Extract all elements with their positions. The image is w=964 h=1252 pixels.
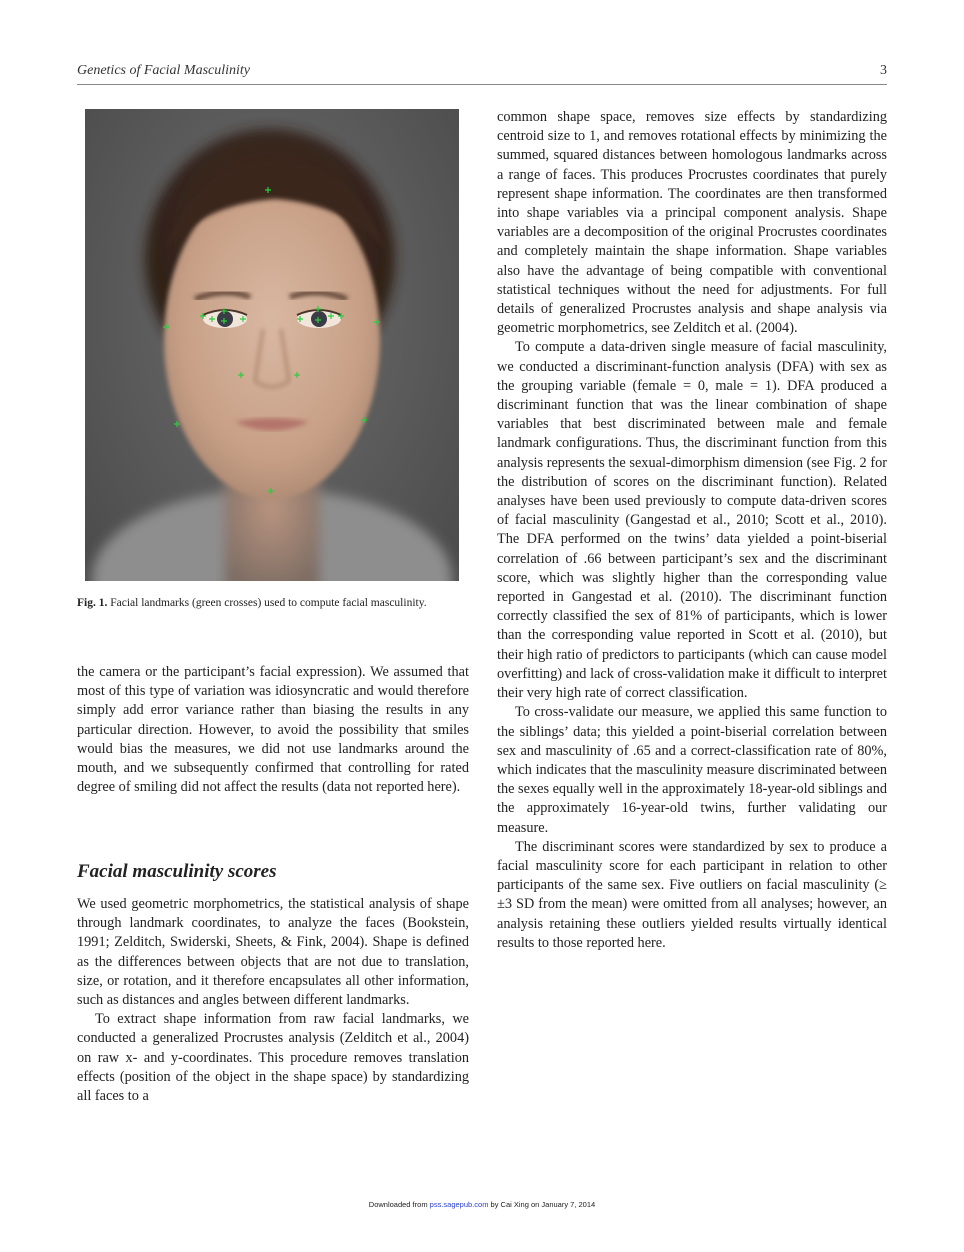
- paragraph: The discriminant scores were standardized by sex to produce a facial masculinity score for each participant in relation to other participants of the same sex. Five outliers on facial masculinity (≥ ±3 SD from the mean) were omitted from all analyses; however, an analysis retaining these outliers yielded results virtually identical results to those reported here.: [497, 838, 887, 951]
- section-heading: Facial masculinity scores: [77, 861, 277, 882]
- footer-prefix: Downloaded from: [368, 1200, 430, 1209]
- header-rule: [77, 84, 887, 85]
- paragraph: To compute a data-driven single measure of facial masculinity, we conducted a discriminant-function analysis (DFA) with sex as the grouping variable (female = 0, male = 1). DFA produced a discriminant function that was the linear combination of shape variables that best discriminated between male and female landmark configurations. Thus, the discriminant function from this analysis represents the sexual-dimorphism dimension (see Fig. 2 for the distribution of scores on the discriminant function). Related analyses have been used previously to compute data-driven scores of facial masculinity (Gangestad et al., 2010; Scott et al., 2010). The DFA performed on the twins’ data yielded a point-biserial correlation of .66 between participant’s sex and the discriminant score, which was slightly higher than the corresponding value reported in Gangestad et al. (2010). The discriminant function correctly classified the sex of 81% of participants, which is lower than the corresponding value reported in Scott et al. (2010), but their high ratio of predictors to participants (which can cause model overfitting) and lack of cross-validation make it difficult to interpret their very high rate of correct classification.: [497, 339, 887, 702]
- face-photo-icon: [85, 109, 459, 581]
- face-figure: [85, 109, 459, 581]
- page-number: 3: [880, 63, 887, 78]
- paragraph: To cross-validate our measure, we applied this same function to the siblings’ data; this yielded a point-biserial correlation between sex and masculinity of .65 and a correct-classification rate of 80%, which indicates that the masculinity measure discriminated between the sexes equally well in the approximately 18-year-old siblings and the approximately 16-year-old twins, further validating our measure.: [497, 704, 887, 836]
- paragraph: common shape space, removes size effects by standardizing centroid size to 1, and removes rotational effects by minimizing the summed, squared distances between homologous landmarks across a range of faces. This produces Procrustes coordinates that purely represent shape information. The coordinates are then transformed into shape variables via a principal component analysis. Shape variables are a decomposition of the original Procrustes coordinates and completely maintain the shape information. Shape variables also have the advantage of being compatible with conventional statistical techniques without the need for adjustments. For full details of generalized Procrustes analysis and shape analysis via geometric morphometrics, see Zelditch et al. (2004).: [497, 109, 887, 337]
- left-column-bottom: [77, 895, 469, 1106]
- left-column-top: [77, 663, 469, 797]
- running-title: Genetics of Facial Masculinity: [77, 63, 251, 78]
- paragraph: We used geometric morphometrics, the statistical analysis of shape through landmark coordinates, to analyze the faces (Bookstein, 1991; Zelditch, Swiderski, Sheets, & Fink, 2004). Shape is defined as the differences between objects that are not due to translation, size, or rotation, and it therefore encapsulates all other information, such as distances and angles between different landmarks.: [77, 896, 469, 1009]
- download-footer: [0, 1200, 964, 1209]
- paragraph: To extract shape information from raw facial landmarks, we conducted a generalized Procrustes analysis (Zelditch et al., 2004) on raw x- and y-coordinates. This procedure removes translation effects (position of the object in the shape space) by standardizing all faces to a: [77, 1011, 469, 1105]
- right-column: [497, 108, 887, 953]
- paragraph: the camera or the participant’s facial expression). We assumed that most of this type of variation was idiosyncratic and would therefore simply add error variance rather than biasing the results in any particular direction. However, to avoid the possibility that smiles would bias the measures, we did not use landmarks around the mouth, and we subsequently confirmed that controlling for rated degree of smiling did not affect the results (data not reported here).: [77, 664, 469, 796]
- footer-link[interactable]: pss.sagepub.com: [429, 1200, 489, 1209]
- figure-caption: [77, 595, 469, 611]
- caption-label: Fig. 1.: [77, 597, 108, 609]
- running-head: [77, 63, 887, 79]
- caption-text: Facial landmarks (green crosses) used to compute facial masculinity.: [110, 597, 427, 609]
- footer-suffix: by Cai Xing on January 7, 2014: [488, 1200, 596, 1209]
